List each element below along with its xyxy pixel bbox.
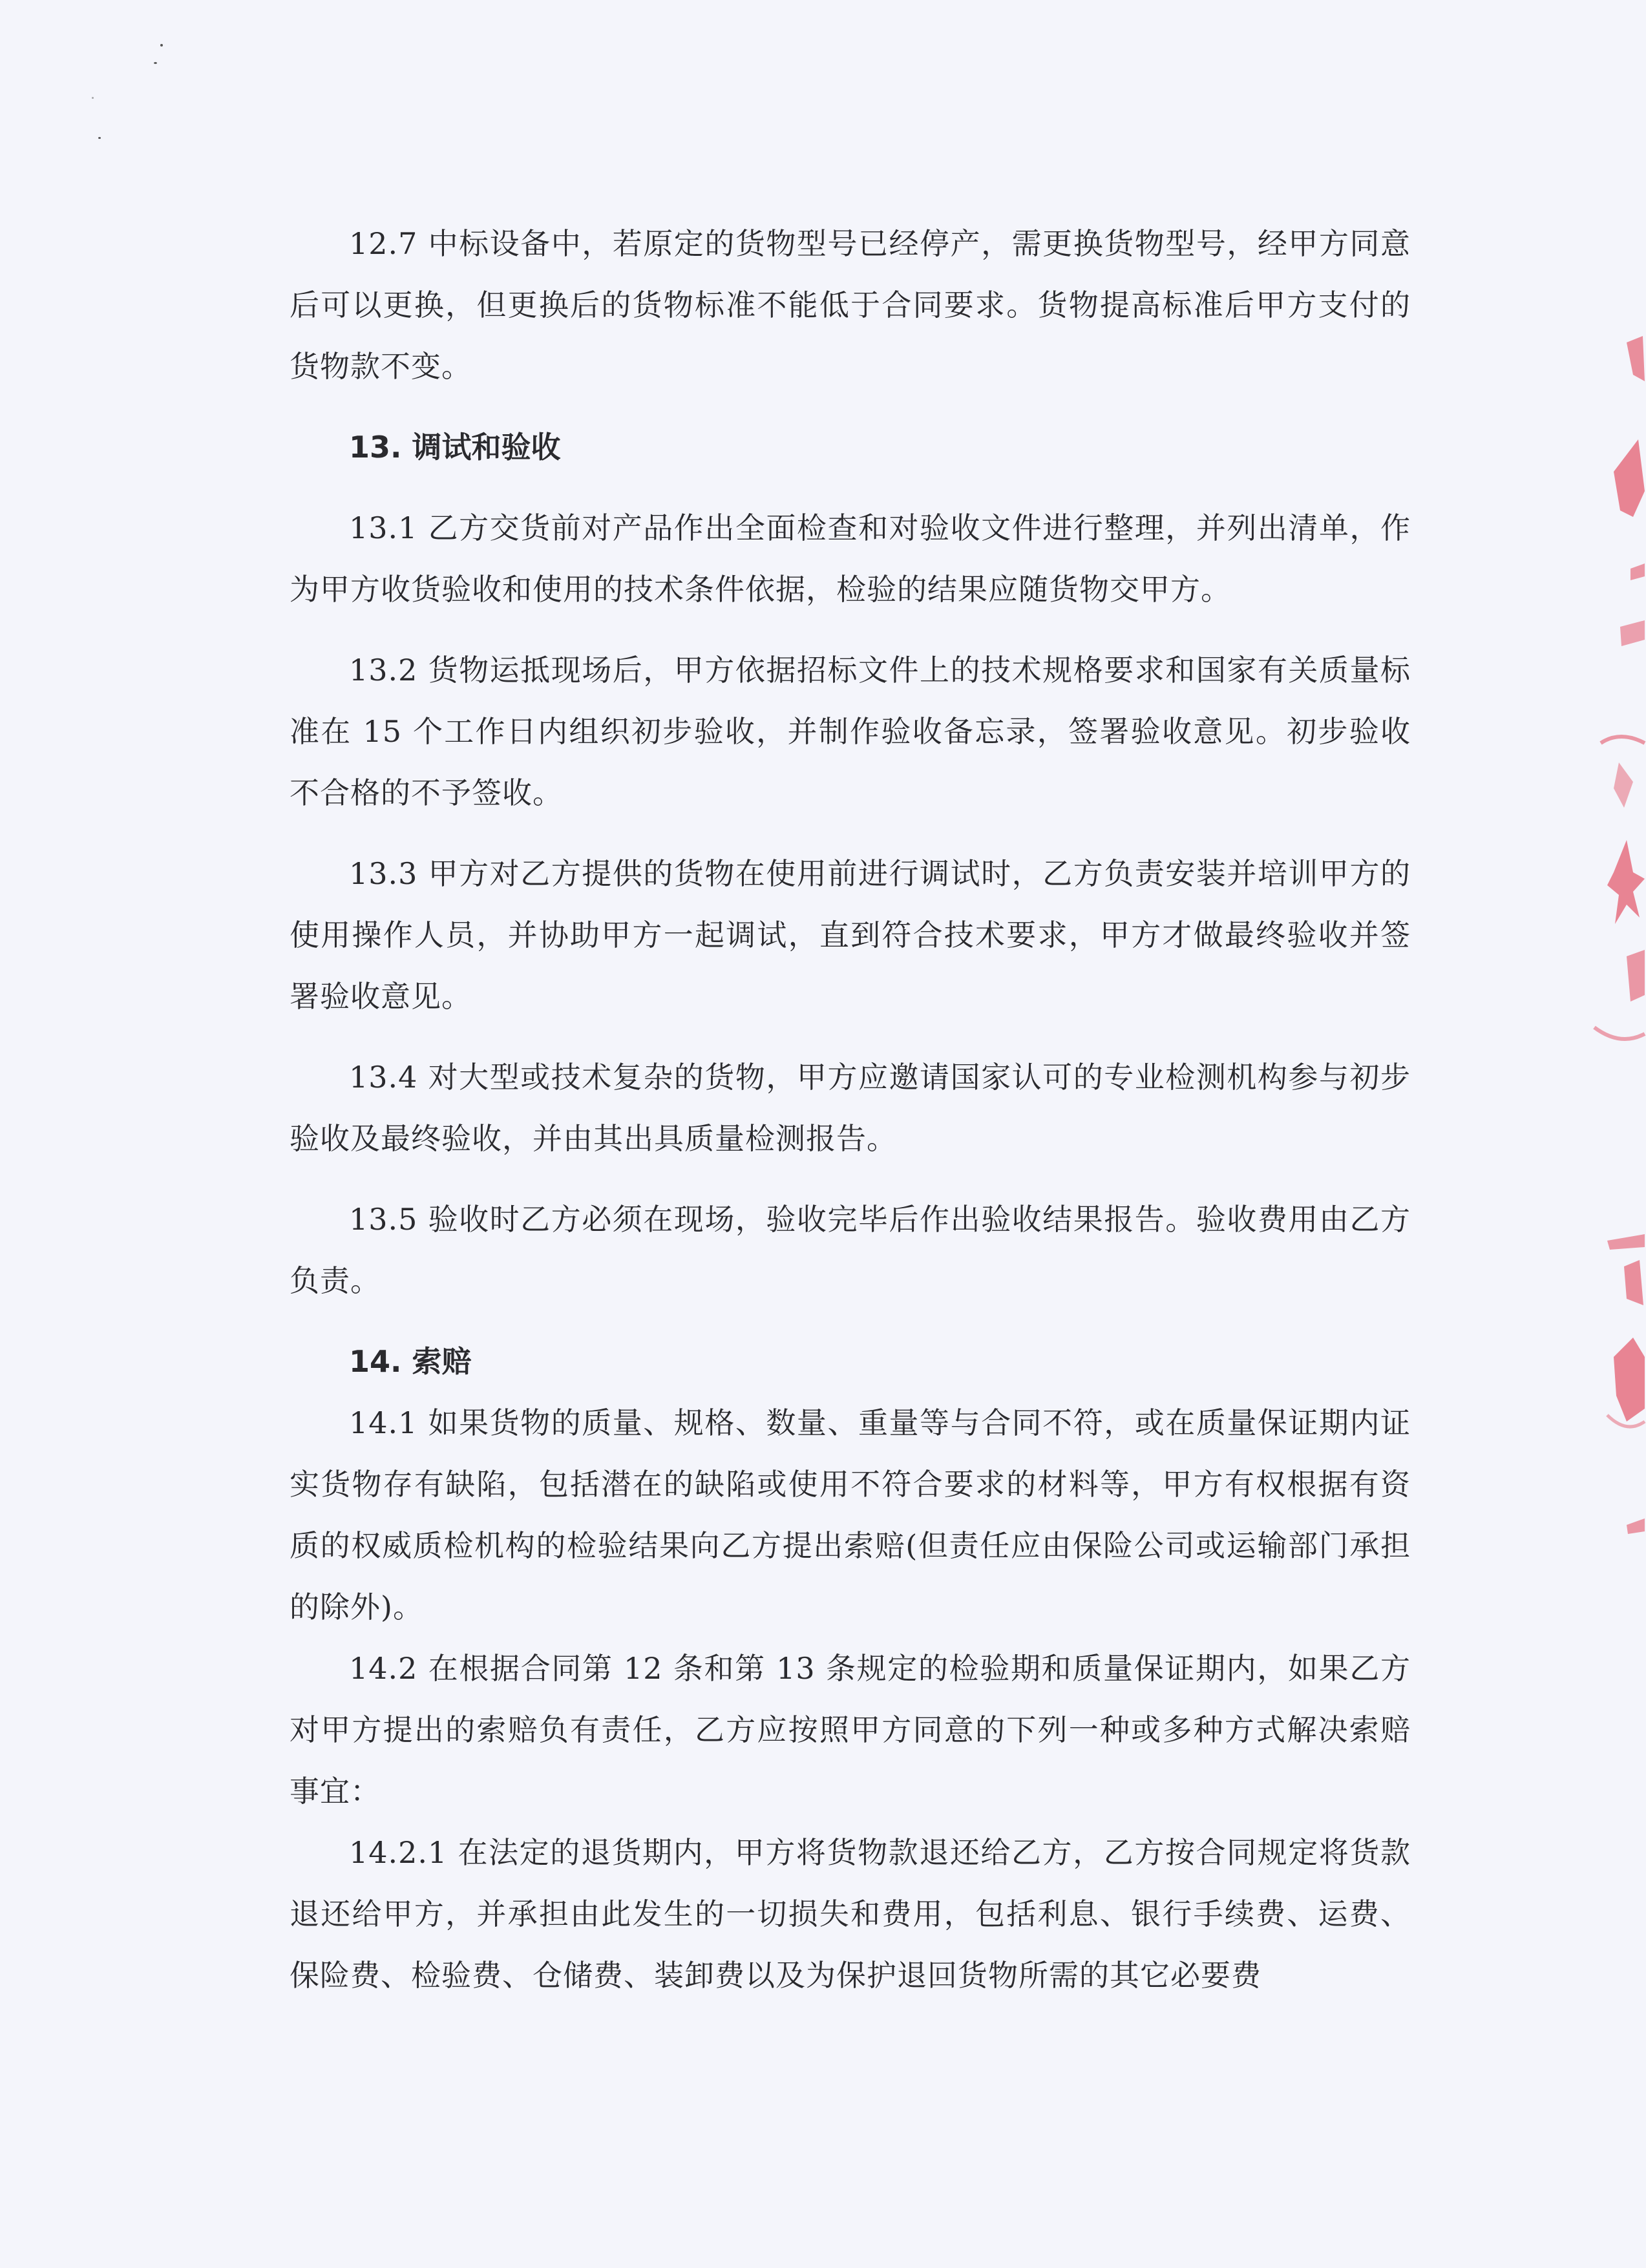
scan-speck [98, 137, 101, 139]
clause-13-5: 13.5 验收时乙方必须在现场，验收完毕后作出验收结果报告。验收费用由乙方负责。 [290, 1202, 1411, 1298]
seal-fragment-icon [1588, 1228, 1646, 1564]
clause-13-1: 13.1 乙方交货前对产品作出全面检查和对验收文件进行整理，并列出清单，作为甲方收货验收和使用的技术条件依据，检验的结果应随货物交甲方。 [290, 510, 1411, 607]
clause-13-2: 13.2 货物运抵现场后，甲方依据招标文件上的技术规格要求和国家有关质量标准在 15 个工作日内组织初步验收，并制作验收备忘录，签署验收意见。初步验收不合格的不予签收。 [290, 653, 1411, 810]
seal-fragment-icon [1588, 323, 1646, 685]
clause-14-2-1: 14.2.1 在法定的退货期内，甲方将货物款退还给乙方，乙方按合同规定将货款退还给甲方，并承担由此发生的一切损失和费用，包括利息、银行手续费、运费、保险费、检验费、仓储费、装卸费以及为保护退回货物所需的其它必要费 [290, 1835, 1411, 1993]
document-body [290, 213, 1411, 2006]
section-heading-14: 14. 索赔 [349, 1344, 472, 1379]
scan-speck [92, 97, 94, 99]
seal-fragment-icon [1588, 724, 1646, 1060]
clause-14-1: 14.1 如果货物的质量、规格、数量、重量等与合同不符，或在质量保证期内证实货物存有缺陷，包括潜在的缺陷或使用不符合要求的材料等，甲方有权根据有资质的权威质检机构的检验结果向乙方提出索赔(但责任应由保险公司或运输部门承担的除外)。 [290, 1405, 1411, 1624]
scan-speck [160, 44, 163, 47]
clause-14-2: 14.2 在根据合同第 12 条和第 13 条规定的检验期和质量保证期内，如果乙方对甲方提出的索赔负有责任，乙方应按照甲方同意的下列一种或多种方式解决索赔事宜： [290, 1651, 1411, 1809]
scan-speck [154, 62, 157, 64]
clause-13-4: 13.4 对大型或技术复杂的货物，甲方应邀请国家认可的专业检测机构参与初步验收及最终验收，并由其出具质量检测报告。 [290, 1060, 1411, 1156]
section-heading-13: 13. 调试和验收 [349, 430, 561, 465]
clause-13-3: 13.3 甲方对乙方提供的货物在使用前进行调试时，乙方负责安装并培训甲方的使用操作人员，并协助甲方一起调试，直到符合技术要求，甲方才做最终验收并签署验收意见。 [290, 856, 1411, 1014]
clause-12-7: 12.7 中标设备中，若原定的货物型号已经停产，需更换货物型号，经甲方同意后可以更换，但更换后的货物标准不能低于合同要求。货物提高标准后甲方支付的货物款不变。 [290, 226, 1411, 384]
